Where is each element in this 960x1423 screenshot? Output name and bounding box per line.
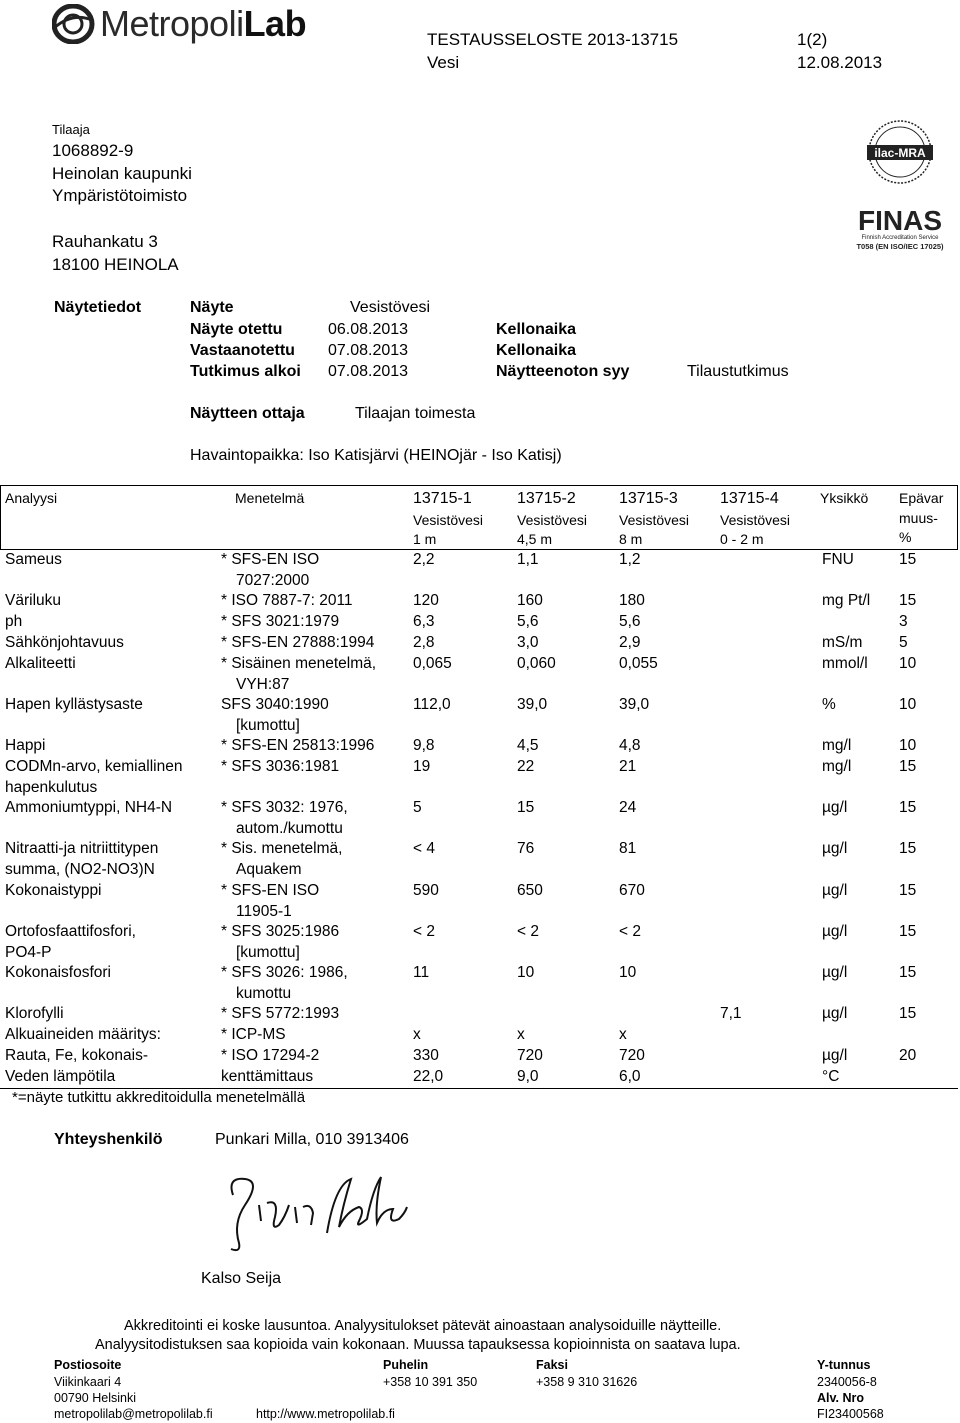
row-analysis: ph [5, 613, 23, 630]
row-value-sample2: 0,060 [517, 655, 556, 672]
sampler-label: Näytteen ottaja [190, 405, 305, 422]
row-value-sample2: 4,5 [517, 737, 539, 754]
footer-fax-label: Faksi [536, 1358, 568, 1372]
row-analysis-line2: PO4-P [5, 944, 52, 961]
row-value-sample2: 9,0 [517, 1068, 539, 1085]
row-uncertainty: 15 [899, 551, 917, 568]
row-method: * Sis. menetelmä, [221, 840, 343, 857]
row-method: * SFS 5772:1993 [221, 1005, 340, 1022]
row-value-sample3: 180 [619, 592, 645, 609]
row-method-line2: 7027:2000 [236, 572, 310, 589]
table-footnote: *=näyte tutkittu akkreditoidulla menetelmällä [12, 1089, 306, 1106]
row-method-line2: Aquakem [236, 861, 302, 878]
row-method-line2: [kumottu] [236, 717, 300, 734]
row-analysis: Klorofylli [5, 1005, 64, 1022]
row-method-line2: VYH:87 [236, 676, 290, 693]
row-unit: °C [822, 1068, 840, 1085]
row-value-sample1: 330 [413, 1047, 439, 1064]
row-value-sample2: < 2 [517, 923, 539, 940]
row-value-sample3: 720 [619, 1047, 645, 1064]
col-sample3-depth: 8 m [619, 531, 643, 547]
footer-phone: +358 10 391 350 [383, 1375, 478, 1389]
col-sample1-id: 13715-1 [413, 490, 472, 507]
row-value-sample3: 21 [619, 758, 637, 775]
row-method: * Sisäinen menetelmä, [221, 655, 377, 672]
received-label: Vastaanotettu [190, 342, 295, 359]
col-sample2-id: 13715-2 [517, 490, 576, 507]
row-method: * SFS 3026: 1986, [221, 964, 348, 981]
row-value-sample2: 10 [517, 964, 535, 981]
finas-code: T058 (EN ISO/IEC 17025) [856, 242, 944, 251]
row-value-sample1: 9,8 [413, 737, 435, 754]
footer-phone-label: Puhelin [383, 1358, 429, 1372]
contact-value: Punkari Milla, 010 3913406 [215, 1131, 409, 1148]
col-analysis: Analyysi [5, 490, 58, 506]
row-value-sample3: 2,9 [619, 634, 641, 651]
row-unit: mg Pt/l [822, 592, 871, 609]
row-method: * SFS 3025:1986 [221, 923, 340, 940]
row-uncertainty: 15 [899, 1005, 917, 1022]
row-value-sample3: 10 [619, 964, 637, 981]
row-value-sample2: 3,0 [517, 634, 539, 651]
row-uncertainty: 10 [899, 696, 917, 713]
logo-text-bold: Lab [243, 3, 307, 44]
row-value-sample1: 120 [413, 592, 439, 609]
row-uncertainty: 15 [899, 592, 917, 609]
row-value-sample1: x [413, 1026, 421, 1043]
row-analysis: Ammoniumtyppi, NH4-N [5, 799, 173, 816]
row-value-sample2: 160 [517, 592, 543, 609]
sample-label: Näyte [190, 299, 234, 316]
row-value-sample1: < 2 [413, 923, 435, 940]
row-value-sample1: 6,3 [413, 613, 435, 630]
row-uncertainty: 15 [899, 882, 917, 899]
row-uncertainty: 15 [899, 840, 917, 857]
row-value-sample2: x [517, 1026, 525, 1043]
row-value-sample1: 11 [413, 964, 430, 981]
col-sample2-depth: 4,5 m [517, 531, 553, 547]
row-unit: mg/l [822, 758, 852, 775]
footer-postal-2: 00790 Helsinki [54, 1391, 136, 1405]
col-uncertainty-2: muus- [899, 510, 938, 526]
row-method: * SFS 3032: 1976, [221, 799, 348, 816]
sample-info-label: Näytetiedot [54, 299, 142, 316]
row-unit: % [822, 696, 836, 713]
row-value-sample1: 19 [413, 758, 431, 775]
accreditation-logo [848, 118, 952, 254]
taken-label: Näyte otettu [190, 321, 283, 338]
row-value-sample3: 81 [619, 840, 637, 857]
row-value-sample4: 7,1 [720, 1005, 742, 1022]
col-sample4-type: Vesistövesi [720, 512, 791, 528]
col-sample3-type: Vesistövesi [619, 512, 690, 528]
ilac-text: ilac-MRA [874, 146, 926, 160]
row-method-line2: [kumottu] [236, 944, 300, 961]
report-title: TESTAUSSELOSTE 2013-13715 [427, 30, 679, 49]
row-analysis: Alkuaineiden määritys: [5, 1026, 161, 1043]
row-method: * SFS-EN 27888:1994 [221, 634, 375, 651]
row-analysis-line2: summa, (NO2-NO3)N [5, 861, 155, 878]
footer-ytunnus: 2340056-8 [817, 1375, 877, 1389]
row-value-sample3: 39,0 [619, 696, 650, 713]
row-value-sample3: 5,6 [619, 613, 641, 630]
footer-web[interactable]: http://www.metropolilab.fi [256, 1407, 395, 1421]
report-date: 12.08.2013 [797, 53, 883, 72]
row-value-sample2: 22 [517, 758, 535, 775]
row-value-sample2: 5,6 [517, 613, 539, 630]
row-uncertainty: 10 [899, 655, 917, 672]
table-left-border [0, 485, 1, 549]
row-value-sample2: 720 [517, 1047, 543, 1064]
footer-postal-label: Postiosoite [54, 1358, 122, 1372]
row-uncertainty: 3 [899, 613, 908, 630]
logo-text: Metropoli [100, 3, 244, 44]
company-logo [52, 4, 306, 44]
contact-label: Yhteyshenkilö [54, 1131, 163, 1148]
client-department: Ympäristötoimisto [52, 186, 188, 205]
row-analysis: Nitraatti-ja nitriittitypen [5, 840, 159, 857]
row-analysis: Kokonaistyppi [5, 882, 102, 899]
row-method: * ISO 7887-7: 2011 [221, 592, 353, 609]
row-method: kenttämittaus [221, 1068, 314, 1085]
finas-text: FINAS [858, 205, 942, 236]
finas-subtitle: Finnish Accreditation Service [861, 235, 939, 241]
taken-date: 06.08.2013 [328, 321, 409, 338]
sample-value: Vesistövesi [350, 299, 431, 316]
row-value-sample1: 590 [413, 882, 439, 899]
row-value-sample3: 1,2 [619, 551, 641, 568]
col-uncertainty-3: % [899, 529, 912, 545]
row-analysis: Hapen kyllästysaste [5, 696, 143, 713]
col-sample4-id: 13715-4 [720, 490, 779, 507]
row-analysis: Väriluku [5, 592, 61, 609]
row-method: * ISO 17294-2 [221, 1047, 320, 1064]
signature [215, 1165, 415, 1265]
client-city: 18100 HEINOLA [52, 255, 179, 274]
col-unit: Yksikkö [820, 490, 869, 506]
row-value-sample3: 0,055 [619, 655, 658, 672]
started-label: Tutkimus alkoi [190, 363, 301, 380]
col-sample1-type: Vesistövesi [413, 512, 484, 528]
row-method: * SFS-EN ISO [221, 551, 320, 568]
signature-icon [215, 1165, 415, 1265]
row-unit: mS/m [822, 634, 863, 651]
row-analysis: Sähkönjohtavuus [5, 634, 124, 651]
row-uncertainty: 15 [899, 758, 917, 775]
row-unit: µg/l [822, 882, 848, 899]
ilac-finas-icon [848, 118, 952, 254]
row-method-line2: autom./kumottu [236, 820, 343, 837]
col-sample3-id: 13715-3 [619, 490, 678, 507]
col-sample4-depth: 0 - 2 m [720, 531, 764, 547]
col-method: Menetelmä [235, 490, 305, 506]
row-value-sample1: 2,8 [413, 634, 435, 651]
sample-type: Vesi [427, 53, 460, 72]
client-label: Tilaaja [52, 122, 90, 137]
row-unit: µg/l [822, 799, 848, 816]
row-method-line2: kumottu [236, 985, 292, 1002]
row-unit: µg/l [822, 1047, 848, 1064]
row-unit: mmol/l [822, 655, 868, 672]
row-analysis: Veden lämpötila [5, 1068, 116, 1085]
col-sample2-type: Vesistövesi [517, 512, 588, 528]
row-analysis: Rauta, Fe, kokonais- [5, 1047, 149, 1064]
row-value-sample3: 670 [619, 882, 645, 899]
row-method: * ICP-MS [221, 1026, 286, 1043]
row-analysis: Kokonaisfosfori [5, 964, 111, 981]
accreditation-note: Akkreditointi ei koske lausuntoa. Analyysitulokset pätevät ainoastaan analysoiduille näytteille. [124, 1318, 722, 1334]
row-unit: µg/l [822, 840, 848, 857]
footer-vat: FI23400568 [817, 1407, 884, 1421]
row-analysis: CODMn-arvo, kemiallinen [5, 758, 183, 775]
row-value-sample2: 39,0 [517, 696, 548, 713]
clock-label-1: Kellonaika [496, 321, 577, 338]
row-uncertainty: 5 [899, 634, 908, 651]
col-sample1-depth: 1 m [413, 531, 437, 547]
row-value-sample1: 0,065 [413, 655, 452, 672]
row-analysis-line2: hapenkulutus [5, 779, 98, 796]
page-number: 1(2) [797, 30, 828, 49]
reason-label: Näytteenoton syy [496, 363, 630, 380]
row-unit: µg/l [822, 923, 848, 940]
row-method: * SFS 3036:1981 [221, 758, 340, 775]
client-id: 1068892-9 [52, 141, 134, 160]
location: Havaintopaikka: Iso Katisjärvi (HEINOjär - Iso Katisj) [190, 447, 562, 464]
row-value-sample3: 24 [619, 799, 637, 816]
row-value-sample1: 5 [413, 799, 422, 816]
row-value-sample2: 1,1 [517, 551, 539, 568]
row-value-sample2: 15 [517, 799, 535, 816]
reason-value: Tilaustutkimus [687, 363, 789, 380]
footer-postal-1: Viikinkaari 4 [54, 1375, 122, 1389]
client-street: Rauhankatu 3 [52, 232, 158, 251]
row-value-sample1: 112,0 [413, 696, 451, 713]
row-uncertainty: 15 [899, 964, 917, 981]
row-value-sample2: 650 [517, 882, 543, 899]
row-uncertainty: 10 [899, 737, 917, 754]
row-uncertainty: 15 [899, 799, 917, 816]
row-method: * SFS 3021:1979 [221, 613, 340, 630]
footer-email[interactable]: metropolilab@metropolilab.fi [54, 1407, 213, 1421]
row-value-sample3: x [619, 1026, 627, 1043]
row-value-sample1: 2,2 [413, 551, 435, 568]
row-uncertainty: 20 [899, 1047, 917, 1064]
table-header-border [0, 549, 958, 550]
received-date: 07.08.2013 [328, 342, 409, 359]
row-value-sample2: 76 [517, 840, 535, 857]
row-value-sample3: < 2 [619, 923, 641, 940]
row-value-sample3: 6,0 [619, 1068, 641, 1085]
footer-vat-label: Alv. Nro [817, 1391, 864, 1405]
signer-name: Kalso Seija [201, 1270, 282, 1287]
footer-ytunnus-label: Y-tunnus [817, 1358, 871, 1372]
row-analysis: Sameus [5, 551, 62, 568]
row-analysis: Happi [5, 737, 46, 754]
footer-fax: +358 9 310 31626 [536, 1375, 638, 1389]
sampler-value: Tilaajan toimesta [355, 405, 476, 422]
row-unit: µg/l [822, 1005, 848, 1022]
col-uncertainty-1: Epävar [899, 490, 944, 506]
row-method: * SFS-EN ISO [221, 882, 320, 899]
row-value-sample1: 22,0 [413, 1068, 444, 1085]
client-name: Heinolan kaupunki [52, 164, 192, 183]
table-right-border [957, 485, 958, 549]
logo-mark-icon [52, 4, 96, 44]
row-unit: µg/l [822, 964, 848, 981]
row-unit: mg/l [822, 737, 852, 754]
clock-label-2: Kellonaika [496, 342, 577, 359]
row-method: SFS 3040:1990 [221, 696, 329, 713]
row-uncertainty: 15 [899, 923, 917, 940]
row-method: * SFS-EN 25813:1996 [221, 737, 375, 754]
table-top-border [0, 485, 958, 486]
row-method-line2: 11905-1 [236, 903, 292, 920]
copy-note: Analyysitodistuksen saa kopioida vain kokonaan. Muussa tapauksessa kopioinnista on saatava lupa. [95, 1337, 741, 1353]
row-unit: FNU [822, 551, 854, 568]
started-date: 07.08.2013 [328, 363, 409, 380]
row-analysis: Ortofosfaattifosfori, [5, 923, 136, 940]
row-value-sample1: < 4 [413, 840, 435, 857]
row-analysis: Alkaliteetti [5, 655, 76, 672]
row-value-sample3: 4,8 [619, 737, 641, 754]
